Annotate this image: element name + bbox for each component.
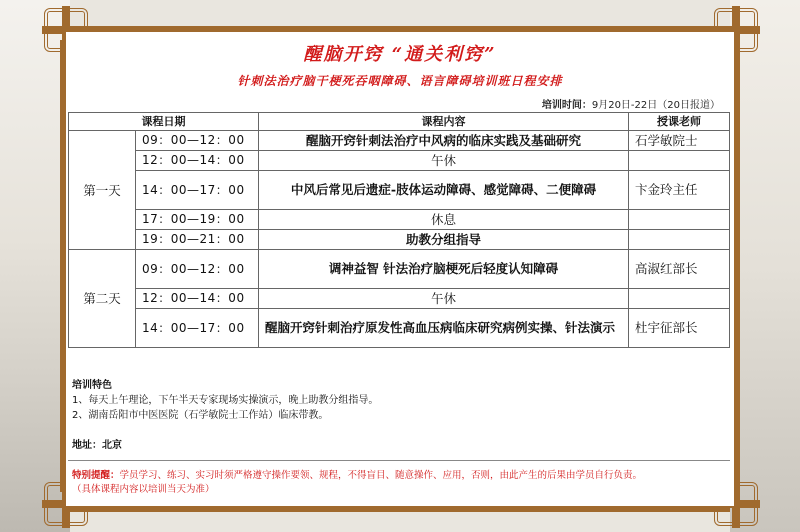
feature-item: 2、湖南岳阳市中医医院（石学敏院士工作站）临床带教。 (72, 410, 329, 421)
time-cell: 12：00—14：00 (136, 289, 259, 309)
table-row (69, 250, 730, 289)
right-background (730, 0, 800, 532)
time-cell: 12：00—14：00 (136, 151, 259, 171)
teacher-cell: 卞金玲主任 (629, 171, 730, 210)
day-label: 第二天 (69, 250, 136, 348)
training-time-label: 培训时间： (541, 100, 592, 111)
teacher-cell (629, 289, 730, 309)
content-cell: 休息 (259, 210, 629, 230)
time-cell: 19：00—21：00 (136, 230, 259, 250)
teacher-cell (629, 151, 730, 171)
table-row (69, 210, 730, 230)
content-cell: 中风后常见后遗症-肢体运动障碍、感觉障碍、二便障碍 (259, 171, 629, 210)
time-cell: 14：00—17：00 (136, 309, 259, 348)
day-label: 第一天 (69, 131, 136, 250)
table-row (69, 289, 730, 309)
content-cell: 醒脑开窍针刺法治疗中风病的临床实践及基础研究 (259, 131, 629, 151)
training-features (72, 378, 378, 423)
frame-bottom (70, 506, 730, 512)
special-notice (72, 469, 642, 497)
feature-item: 1、每天上午理论，下午半天专家现场实操演示，晚上助教分组指导。 (72, 395, 379, 406)
address: 地址：北京 (72, 440, 122, 451)
teacher-cell: 高淑红部长 (629, 250, 730, 289)
teacher-cell (629, 230, 730, 250)
content-cell: 助教分组指导 (259, 230, 629, 250)
table-row (69, 151, 730, 171)
time-cell: 17：00—19：00 (136, 210, 259, 230)
notice-text: 学员学习、练习、实习时须严格遵守操作要领、规程，不得盲目、随意操作、应用，否则，由此产生的后果由学员自行负责。 (119, 470, 643, 481)
schedule-table (68, 112, 730, 348)
table-row (69, 230, 730, 250)
features-heading: 培训特色 (72, 380, 112, 391)
notice-note: （具体课程内容以培训当天为准） (72, 484, 215, 495)
table-header-row (69, 113, 730, 131)
table-row (69, 171, 730, 210)
training-time-value: 9月20日-22日（20日报道） (591, 100, 720, 111)
training-time (542, 96, 720, 111)
table-row (69, 309, 730, 348)
teacher-cell: 石学敏院士 (629, 131, 730, 151)
notice-label: 特别提醒： (72, 470, 120, 481)
frame-right (734, 40, 740, 492)
content-cell: 午休 (259, 151, 629, 171)
notice-section (68, 460, 730, 501)
header-content: 课程内容 (259, 113, 629, 131)
time-cell: 14：00—17：00 (136, 171, 259, 210)
time-cell: 09：00—12：00 (136, 131, 259, 151)
teacher-cell (629, 210, 730, 230)
schedule-sheet (66, 32, 734, 506)
time-cell: 09：00—12：00 (136, 250, 259, 289)
teacher-cell: 杜宇征部长 (629, 309, 730, 348)
table-row (69, 131, 730, 151)
header-date: 课程日期 (69, 113, 259, 131)
content-cell: 调神益智 针法治疗脑梗死后轻度认知障碍 (259, 250, 629, 289)
header-teacher: 授课老师 (629, 113, 730, 131)
main-title: 醒脑开窍 “通关利窍” (303, 44, 497, 65)
content-cell: 午休 (259, 289, 629, 309)
sub-title: 针刺法治疗脑干梗死吞咽障碍、语言障碍培训班日程安排 (237, 74, 563, 88)
content-cell: 醒脑开窍针刺治疗原发性高血压病临床研究病例实操、针法演示 (259, 309, 629, 348)
